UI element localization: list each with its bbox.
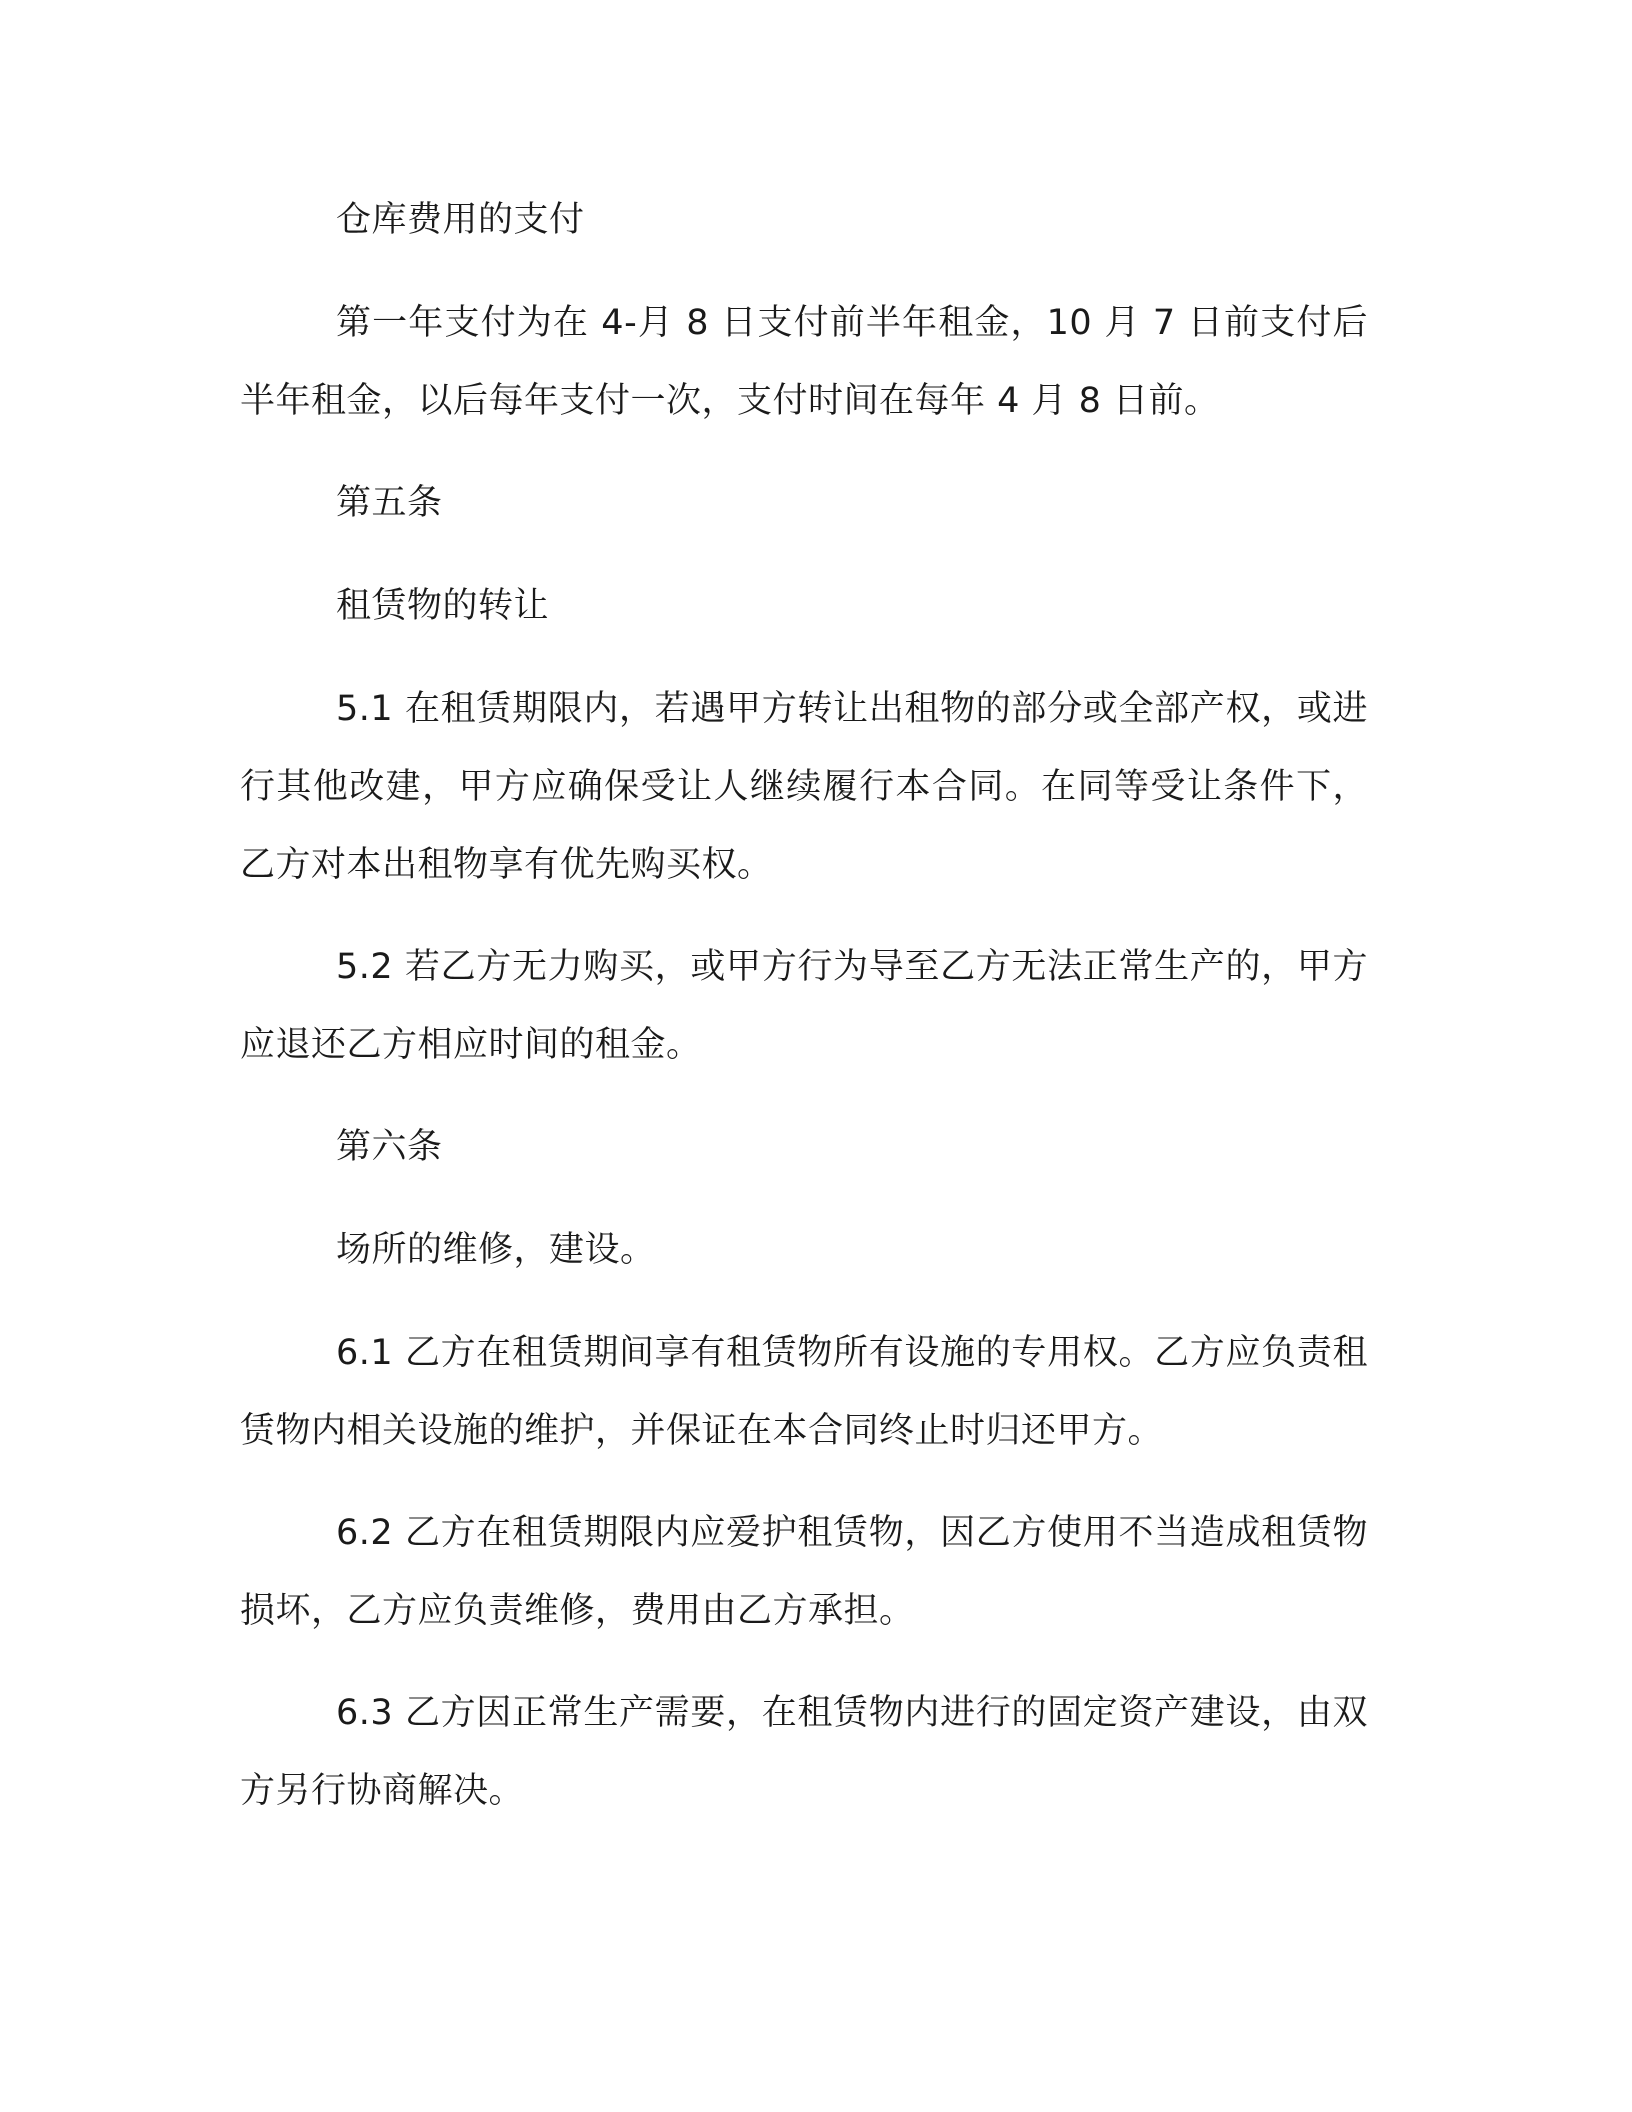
- clause-5-1: 5.1 在租赁期限内，若遇甲方转让出租物的部分或全部产权，或进行其他改建，甲方应确保受让人继续履行本合同。在同等受让条件下，乙方对本出租物享有优先购买权。: [240, 689, 1368, 885]
- article-six-heading: 第六条: [336, 1127, 443, 1167]
- heading-warehouse-fee-payment: 仓库费用的支付: [336, 200, 585, 240]
- article-five-heading: 第五条: [336, 483, 443, 523]
- heading-lease-transfer: 租赁物的转让: [336, 586, 550, 626]
- clause-5-2: 5.2 若乙方无力购买，或甲方行为导至乙方无法正常生产的，甲方应退还乙方相应时间的租金。: [240, 947, 1368, 1065]
- heading-maintenance-construction: 场所的维修，建设。: [336, 1230, 656, 1270]
- clause-6-1: 6.1 乙方在租赁期间享有租赁物所有设施的专用权。乙方应负责租赁物内相关设施的维护，并保证在本合同终止时归还甲方。: [240, 1333, 1368, 1451]
- clause-6-2: 6.2 乙方在租赁期限内应爱护租赁物，因乙方使用不当造成租赁物损坏，乙方应负责维修，费用由乙方承担。: [240, 1513, 1368, 1631]
- paragraph-payment-schedule: 第一年支付为在 4-月 8 日支付前半年租金，10 月 7 日前支付后半年租金，以后每年支付一次，支付时间在每年 4 月 8 日前。: [240, 303, 1368, 421]
- clause-6-3: 6.3 乙方因正常生产需要，在租赁物内进行的固定资产建设，由双方另行协商解决。: [240, 1693, 1368, 1811]
